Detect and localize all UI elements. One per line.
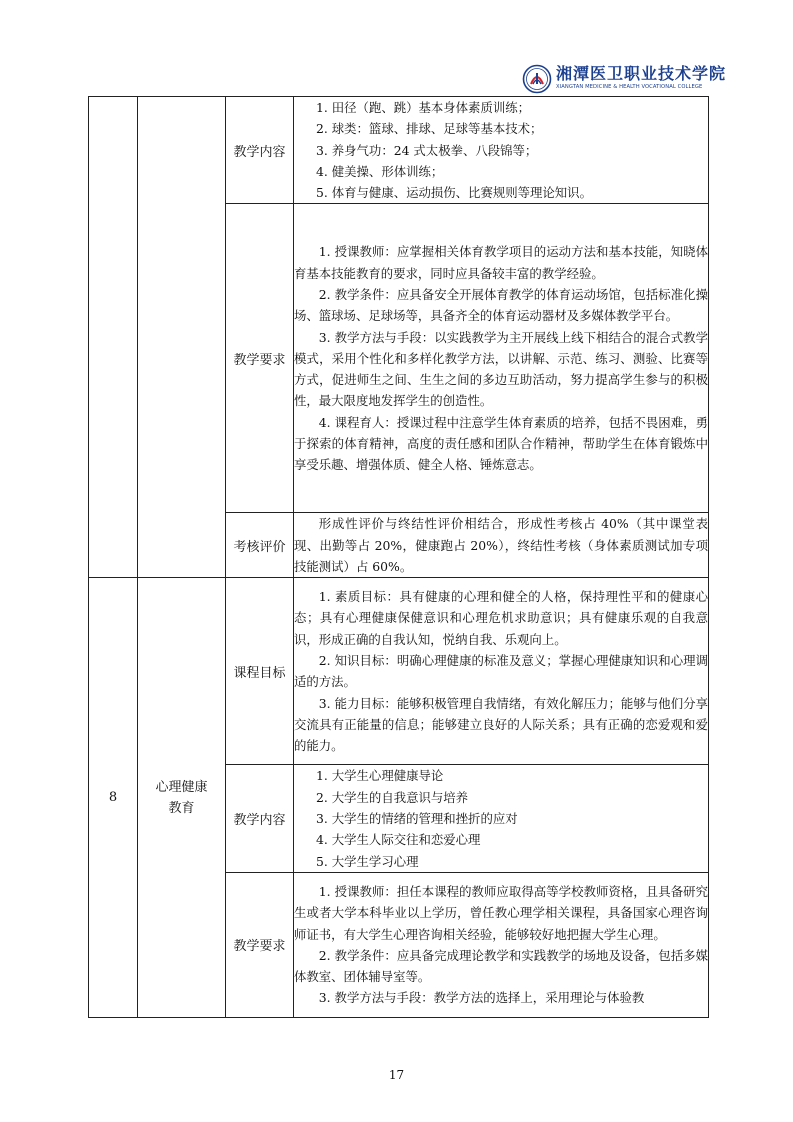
teaching-requirements-cell xyxy=(294,204,709,513)
course-number-cell xyxy=(89,97,138,578)
paragraph: 2. 知识目标：明确心理健康的标准及意义；掌握心理健康知识和心理调适的方法。 xyxy=(294,653,708,690)
course-name xyxy=(138,578,226,1017)
list-item: 3. 大学生的情绪的管理和挫折的应对 xyxy=(316,810,518,826)
list-item: 5. 体育与健康、运动损伤、比赛规则等理论知识。 xyxy=(316,185,592,201)
college-logo xyxy=(522,64,727,96)
course-goals-cell xyxy=(294,578,709,765)
paragraph: 1. 授课教师：担任本课程的教师应取得高等学校教师资格，且具备研究生或者大学本科毕业以上学历，曾任教心理学相关课程，具备国家心理咨询师证书，有大学生心理咨询相关经验，能够较好地把握大学生心理。 xyxy=(294,883,708,942)
curriculum-table xyxy=(88,96,709,1018)
teaching-content-cell xyxy=(294,765,709,872)
row-label-teaching-requirements: 教学要求 xyxy=(226,204,294,513)
row-label-teaching-content: 教学内容 xyxy=(226,765,294,872)
paragraph: 2. 教学条件：应具备完成理论教学和实践教学的场地及设备，包括多媒体教室、团体辅导室等。 xyxy=(294,947,708,985)
course-name-line: 教育 xyxy=(168,800,195,816)
paragraph: 3. 教学方法与手段：以实践教学为主开展线上线下相结合的混合式教学模式，采用个性化和多样化教学方法，以讲解、示范、练习、测验、比赛等方式，促进师生之间、生生之间的多边互助活动，努力提高学生参与的积极性，最大限度地发挥学生的创造性。 xyxy=(294,329,708,409)
row-label-course-goals: 课程目标 xyxy=(226,578,294,765)
teaching-content-cell xyxy=(294,97,709,204)
list-item: 4. 健美操、形体训练； xyxy=(316,163,444,179)
college-name-en: XIANGTAN MEDICINE & HEALTH VOCATIONAL COLLEGE xyxy=(556,84,703,90)
list-item: 1. 大学生心理健康导论 xyxy=(316,768,444,784)
course-number: 8 xyxy=(89,578,138,1017)
page-number: 17 xyxy=(388,1068,405,1082)
row-label-teaching-content: 教学内容 xyxy=(226,97,294,204)
paragraph: 3. 能力目标：能够积极管理自我情绪，有效化解压力；能够与他们分享交流具有正能量的信息；能够建立良好的人际关系；具有正确的恋爱观和爱的能力。 xyxy=(294,695,708,754)
college-name-cn: 湘潭医卫职业技术学院 xyxy=(556,64,727,83)
list-item: 5. 大学生学习心理 xyxy=(316,853,419,869)
list-item: 1. 田径（跑、跳）基本身体素质训练； xyxy=(316,100,531,115)
paragraph: 形成性评价与终结性评价相结合，形成性考核占 40%（其中课堂表现、出勤等占 20%，健康跑占 20%），终结性考核（身体素质测试加专项技能测试）占 60%。 xyxy=(294,516,708,575)
college-emblem-icon xyxy=(522,64,552,94)
paragraph: 1. 素质目标：具有健康的心理和健全的人格，保持理性平和的健康心态；具有心理健康保健意识和心理危机求助意识；具有健康乐观的自我意识，形成正确的自我认知，悦纳自我、乐观向上。 xyxy=(294,589,708,647)
teaching-requirements-cell xyxy=(294,872,709,1017)
row-label-assessment: 考核评价 xyxy=(226,513,294,578)
paragraph: 3. 教学方法与手段：教学方法的选择上，采用理论与体验教 xyxy=(318,990,645,1006)
course-name-cell xyxy=(138,97,226,578)
course-name-line: 心理健康 xyxy=(155,779,208,795)
row-label-teaching-requirements: 教学要求 xyxy=(226,872,294,1017)
list-item: 2. 球类：篮球、排球、足球等基本技术； xyxy=(316,121,543,137)
list-item: 4. 大学生人际交往和恋爱心理 xyxy=(316,832,481,848)
paragraph: 2. 教学条件：应具备安全开展体育教学的体育运动场馆，包括标准化操场、篮球场、足球场等，具备齐全的体育运动器材及多媒体教学平台。 xyxy=(294,286,708,324)
table-row xyxy=(89,578,709,765)
list-item: 2. 大学生的自我意识与培养 xyxy=(316,789,469,805)
list-item: 3. 养身气功：24 式太极拳、八段锦等； xyxy=(316,142,538,158)
paragraph: 4. 课程育人：授课过程中注意学生体育素质的培养，包括不畏困难，勇于探索的体育精神，高度的责任感和团队合作精神，帮助学生在体育锻炼中享受乐趣、增强体质、健全人格、锤炼意志。 xyxy=(294,414,708,473)
assessment-cell xyxy=(294,513,709,578)
paragraph: 1. 授课教师：应掌握相关体育教学项目的运动方法和基本技能，知晓体育基本技能教育的要求，同时应具备较丰富的教学经验。 xyxy=(294,244,708,281)
table-row xyxy=(89,97,709,204)
